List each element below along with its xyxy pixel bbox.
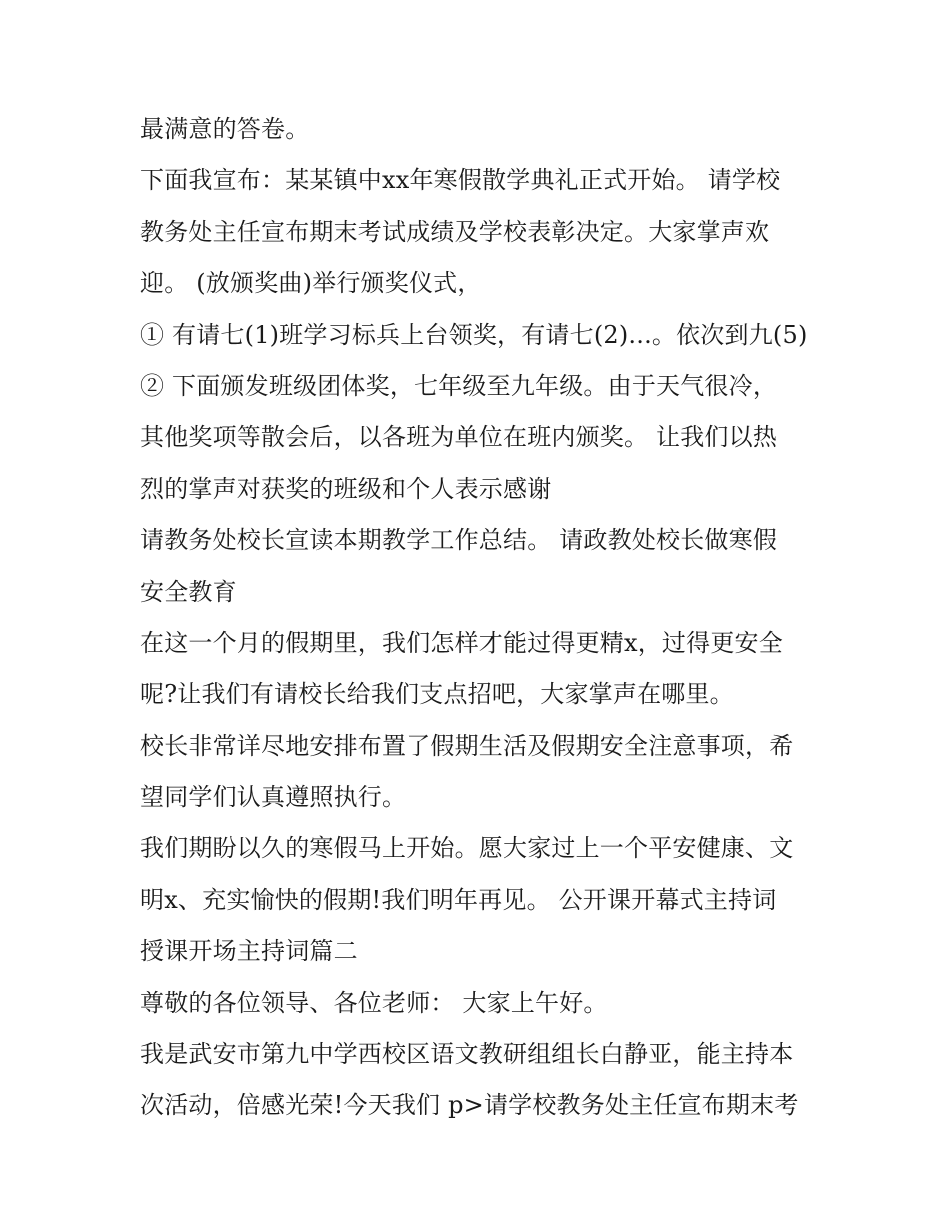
text-line: 请教务处校长宣读本期教学工作总结。 请政教处校长做寒假 <box>140 526 778 555</box>
text-line: 其他奖项等散会后，以各班为单位在班内颁奖。 让我们以热 <box>140 423 778 452</box>
text-line: 尊敬的各位领导、各位老师： 大家上午好。 <box>140 988 608 1017</box>
text-line: 校长非常详尽地安排布置了假期生活及假期安全注意事项，希 <box>140 731 794 760</box>
text-line: 在这一个月的假期里，我们怎样才能过得更精x，过得更安全 <box>140 628 783 657</box>
text-line: 烈的掌声对获奖的班级和个人表示感谢 <box>140 474 552 503</box>
text-line: ① 有请七(1)班学习标兵上台领奖，有请七(2)...。依次到九(5) <box>140 320 808 349</box>
text-line: 我是武安市第九中学西校区语文教研组组长白静亚，能主持本 <box>140 1040 794 1069</box>
text-line: 授课开场主持词篇二 <box>140 937 358 966</box>
text-line: 望同学们认真遵照执行。 <box>140 783 407 812</box>
document-body <box>140 104 820 1132</box>
text-line: 呢?让我们有请校长给我们支点招吧，大家掌声在哪里。 <box>140 680 734 709</box>
text-line: 安全教育 <box>140 577 237 606</box>
text-line: 我们期盼以久的寒假马上开始。愿大家过上一个平安健康、文 <box>140 834 794 863</box>
text-line: 明x、充实愉快的假期!我们明年再见。 公开课开幕式主持词 <box>140 885 777 914</box>
text-line: 迎。 (放颁奖曲)举行颁奖仪式， <box>140 269 482 298</box>
text-line: 下面我宣布：某某镇中xx年寒假散学典礼正式开始。 请学校 <box>140 166 781 195</box>
text-line: 最满意的答卷。 <box>140 115 310 143</box>
text-line: 次活动，倍感光荣!今天我们 p>请学校教务处主任宣布期末考 <box>140 1091 799 1120</box>
text-line: ② 下面颁发班级团体奖，七年级至九年级。由于天气很冷， <box>140 371 778 400</box>
text-line: 教务处主任宣布期末考试成绩及学校表彰决定。大家掌声欢 <box>140 217 770 246</box>
